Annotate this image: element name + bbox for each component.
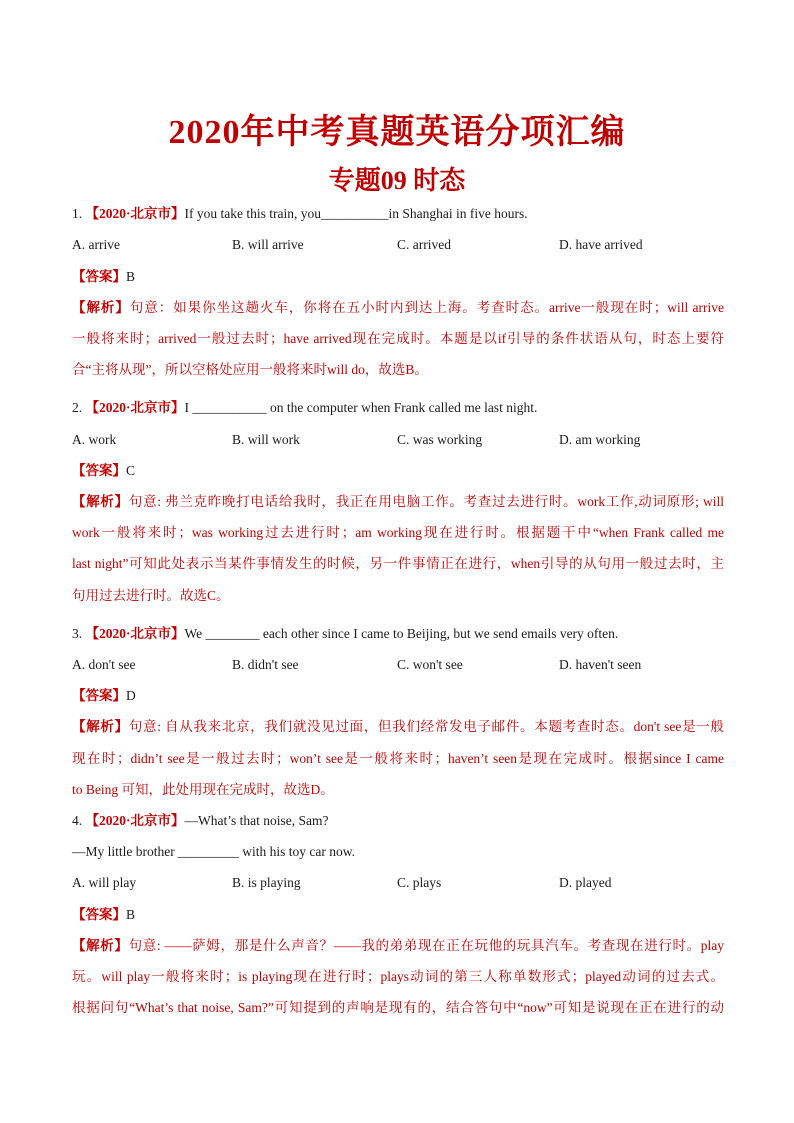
question-3-stem: 3. 【2020·北京市】We ________ each other since I came to Beijing, but we send emails very often. <box>72 626 619 641</box>
option: A. work <box>72 432 117 447</box>
option: D. played <box>559 875 612 890</box>
option: B. didn't see <box>232 657 299 672</box>
question-4-answer: 【答案】B <box>72 907 136 922</box>
question-source: 【2020·北京市】 <box>85 813 185 828</box>
question-source: 【2020·北京市】 <box>85 626 185 641</box>
option: B. is playing <box>232 875 301 890</box>
question-1-stem: 1. 【2020·北京市】If you take this train, you__________in Shanghai in five hours. <box>72 206 528 221</box>
question-4-analysis: 【解析】句意: ——萨姆，那是什么声音？——我的弟弟现在正在玩他的玩具汽车。考查现在进行时。play <box>72 938 725 953</box>
question-source: 【2020·北京市】 <box>85 400 185 415</box>
question-2-analysis: last night”可知此处表示当某件事情发生的时候，另一件事情正在进行，when引导的从句用一般过去时，主 <box>72 556 724 571</box>
question-2-analysis: 【解析】句意: 弗兰克昨晚打电话给我时，我正在用电脑工作。考查过去进行时。work工作,动词原形; will <box>72 494 725 509</box>
option: D. have arrived <box>559 237 643 252</box>
page-title: 2020年中考真题英语分项汇编 <box>168 114 626 151</box>
question-3-analysis: to Being 可知，此处用现在完成时，故选D。 <box>72 782 334 797</box>
option: A. arrive <box>72 237 120 252</box>
question-source: 【2020·北京市】 <box>85 206 185 221</box>
question-2-stem: 2. 【2020·北京市】I ___________ on the computer when Frank called me last night. <box>72 400 538 415</box>
question-3-analysis: 现在时；didn’t see是一般过去时；won’t see是一般将来时；haven’t seen是现在完成时。根据since I came <box>72 751 724 766</box>
question-4-stem: 4. 【2020·北京市】—What’s that noise, Sam? <box>72 813 329 828</box>
question-2-answer: 【答案】C <box>72 463 136 478</box>
question-1-analysis: 一般将来时；arrived一般过去时；have arrived现在完成时。本题是以if引导的条件状语从句，时态上要符 <box>72 331 724 346</box>
question-3-answer: 【答案】D <box>72 688 136 703</box>
option: A. will play <box>72 875 137 890</box>
question-3-analysis: 【解析】句意: 自从我来北京，我们就没见过面，但我们经常发电子邮件。本题考查时态。don't see是一般 <box>72 719 725 734</box>
question-2-analysis: 句用过去进行时。故选C。 <box>72 588 230 603</box>
option: C. won't see <box>397 657 463 672</box>
option: C. was working <box>397 432 483 447</box>
question-4-stem-reply: —My little brother _________ with his toy car now. <box>72 844 355 859</box>
option: D. haven't seen <box>559 657 642 672</box>
option: A. don't see <box>72 657 136 672</box>
option: D. am working <box>559 432 641 447</box>
question-1-analysis: 合“主将从现”，所以空格处应用一般将来时will do，故选B。 <box>72 362 428 377</box>
page-subtitle: 专题09 时态 <box>328 166 466 195</box>
option: C. arrived <box>397 237 451 252</box>
question-1-answer: 【答案】B <box>72 269 136 284</box>
question-1-analysis: 【解析】句意：如果你坐这趟火车，你将在五小时内到达上海。考查时态。arrive一般现在时；will arrive <box>72 300 725 315</box>
option: B. will arrive <box>232 237 304 252</box>
question-2-analysis: work一般将来时；was working过去进行时；am working现在进行时。根据题干中“when Frank called me <box>72 525 724 540</box>
question-4-analysis: 玩。will play一般将来时；is playing现在进行时；plays动词的第三人称单数形式；played动词的过去式。 <box>72 969 724 984</box>
option: C. plays <box>397 875 442 890</box>
option: B. will work <box>232 432 300 447</box>
question-4-analysis: 根据问句“What’s that noise, Sam?”可知提到的声响是现有的，结合答句中“now”可知是说现在正在进行的动 <box>72 1000 724 1015</box>
